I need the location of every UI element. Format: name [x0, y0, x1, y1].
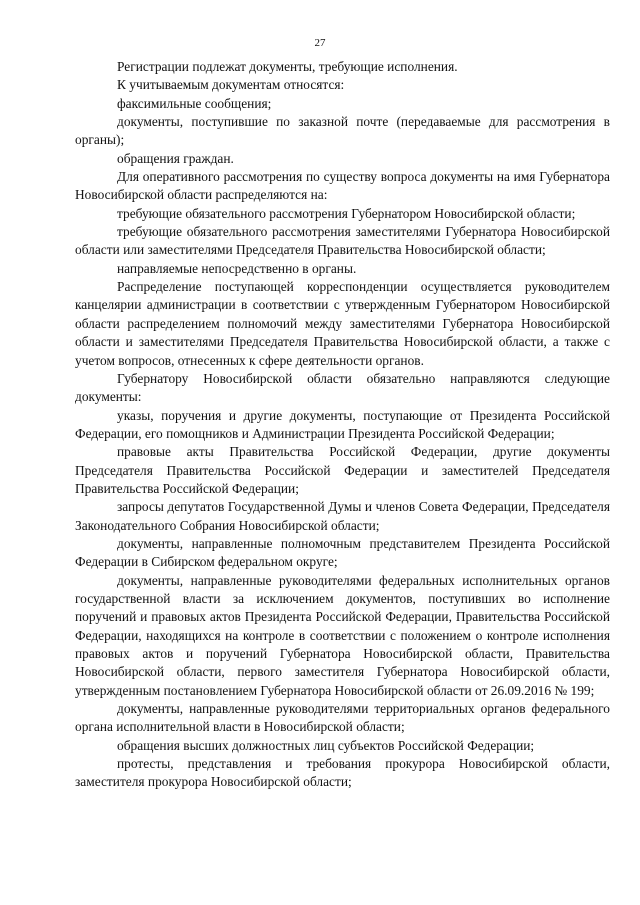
paragraph: К учитываемым документам относятся:	[117, 77, 345, 93]
document-body	[75, 58, 610, 792]
paragraph: правовые акты Правительства Российской Федерации, другие документы Председателя Правительства Российской Федерации и заместителей Председателя Правительства Российской Федерации;	[75, 444, 610, 496]
paragraph: направляемые непосредственно в органы.	[117, 260, 357, 276]
page-number: 27	[314, 37, 326, 49]
paragraph: требующие обязательного рассмотрения заместителями Губернатора Новосибирской области или заместителями Председателя Правительства Новосибирской области;	[75, 224, 610, 258]
paragraph: указы, поручения и другие документы, поступающие от Президента Российской Федерации, его помощников и Администрации Президента Российской Федерации;	[75, 407, 610, 441]
paragraph: документы, направленные руководителями федеральных исполнительных органов государственной власти за исключением документов, поступивших во исполнение поручений и правовых актов Президента Российской Федерации, Правительства Российской Федерации, находящихся на контроле в соответствии с положением о контроле исполнения правовых актов и поручений Губернатора Новосибирской области, Правительства Новосибирской области, первого заместителя Губернатора Новосибирской области, утвержденным постановлением Губернатора Новосибирской области от 26.09.2016 № 199;	[75, 572, 610, 698]
paragraph: обращения высших должностных лиц субъектов Российской Федерации;	[117, 737, 535, 753]
paragraph: Регистрации подлежат документы, требующие исполнения.	[117, 59, 458, 74]
paragraph: факсимильные сообщения;	[117, 95, 272, 111]
paragraph: обращения граждан.	[117, 150, 234, 166]
paragraph: Губернатору Новосибирской области обязательно направляются следующие документы:	[75, 370, 610, 405]
paragraph: запросы депутатов Государственной Думы и членов Совета Федерации, Председателя Законодательного Собрания Новосибирской области;	[75, 499, 610, 533]
paragraph: Распределение поступающей корреспонденции осуществляется руководителем канцелярии администрации в соответствии с утвержденным Губернатором Новосибирской области распределением полномочий между заместителями Губернатора Новосибирской области и заместителями Председателя Правительства Новосибирской области, а также с учетом вопросов, отнесенных к сфере деятельности органов.	[75, 279, 610, 368]
paragraph: Для оперативного рассмотрения по существу вопроса документы на имя Губернатора Новосибирской области распределяются на:	[75, 169, 610, 203]
paragraph: документы, направленные руководителями территориальных органов федерального органа исполнительной власти в Новосибирской области;	[75, 701, 610, 735]
paragraph: протесты, представления и требования прокурора Новосибирской области, заместителя прокурора Новосибирской области;	[75, 756, 610, 790]
paragraph: документы, поступившие по заказной почте (передаваемые для рассмотрения в органы);	[75, 114, 610, 148]
paragraph: требующие обязательного рассмотрения Губернатором Новосибирской области;	[117, 205, 576, 221]
paragraph: документы, направленные полномочным представителем Президента Российской Федерации в Сибирском федеральном округе;	[75, 535, 610, 570]
